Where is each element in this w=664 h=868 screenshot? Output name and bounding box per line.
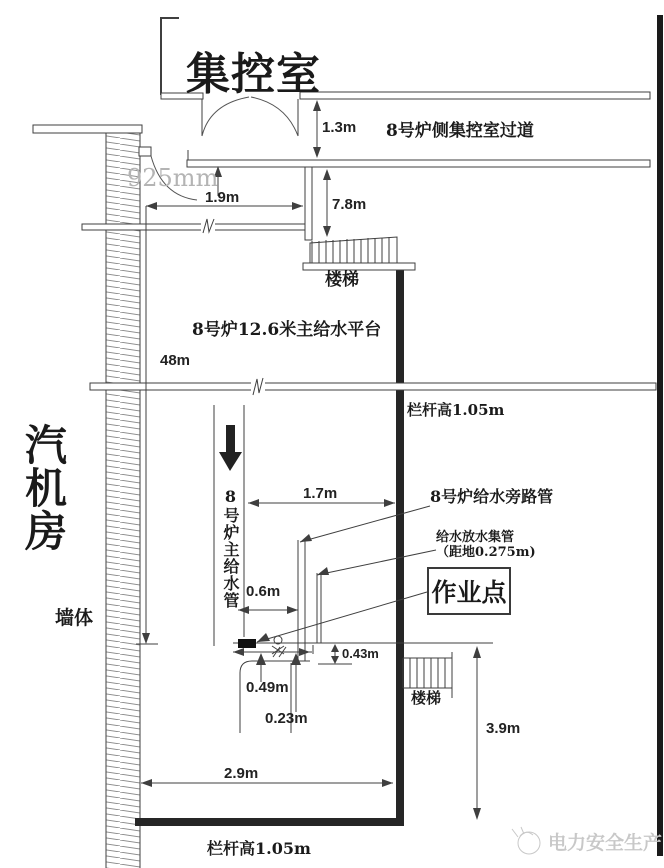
platform-main-label: 8号炉12.6米主给水平台 (192, 320, 382, 340)
dim-work-width (141, 779, 393, 787)
watermark-logo-icon (512, 827, 540, 854)
dim-pipe-offset-label: 1.7m (303, 485, 338, 502)
dim-corridor-height (313, 100, 321, 158)
work-point-box (427, 567, 511, 615)
stairs-upper-label: 楼梯 (325, 270, 359, 290)
drain-header-note: （距地0.275m) (436, 545, 536, 560)
dim-drop-height (323, 169, 331, 237)
flow-arrow (219, 425, 242, 471)
wall-label: 墙体 (55, 607, 94, 629)
railing-lower-label: 栏杆高1.05m (207, 839, 311, 858)
dim-platform-width-label: 1.9m (205, 189, 240, 206)
dim-work-height-label: 3.9m (486, 720, 521, 737)
railing-upper-label: 栏杆高1.05m (407, 401, 505, 419)
main-feedwater-platform (90, 378, 656, 395)
leader-lines (257, 506, 436, 642)
dim-drop-height-label: 7.8m (332, 196, 367, 213)
dim-drain-height-label: 0.43m (342, 646, 379, 661)
dim-bypass-offset (238, 606, 298, 614)
main-pipe-label: 8号炉主给水管 (221, 487, 240, 609)
stairs-lower-label: 楼梯 (411, 689, 442, 707)
turbine-house-label: 汽机房 (19, 423, 68, 552)
corridor-column (305, 167, 312, 240)
bypass-pipe-label: 8号炉给水旁路管 (430, 487, 554, 506)
dim-door-width-label: 925mm (127, 164, 219, 192)
dim-work-height (473, 646, 481, 820)
dim-elevation-label: 48m (160, 352, 191, 369)
control-room-title: 集控室 (186, 49, 321, 100)
drawing-right-border (657, 15, 663, 856)
drain-header-pipe (317, 573, 321, 643)
dim-valve-height-label: 0.49m (246, 679, 289, 696)
work-point-label: 作业点 (431, 578, 507, 607)
corridor-label: 8号炉侧集控室过道 (386, 121, 534, 141)
dim-corridor-height-label: 1.3m (322, 119, 357, 136)
watermark-text: 电力安全生产 (548, 832, 663, 854)
dim-work-width-label: 2.9m (224, 765, 259, 782)
stairs-upper (303, 237, 415, 270)
drain-header-label: 给水放水集管 (436, 530, 515, 545)
dim-bypass-offset-label: 0.6m (246, 583, 281, 600)
dim-pipe-ground-label: 0.23m (265, 710, 308, 727)
